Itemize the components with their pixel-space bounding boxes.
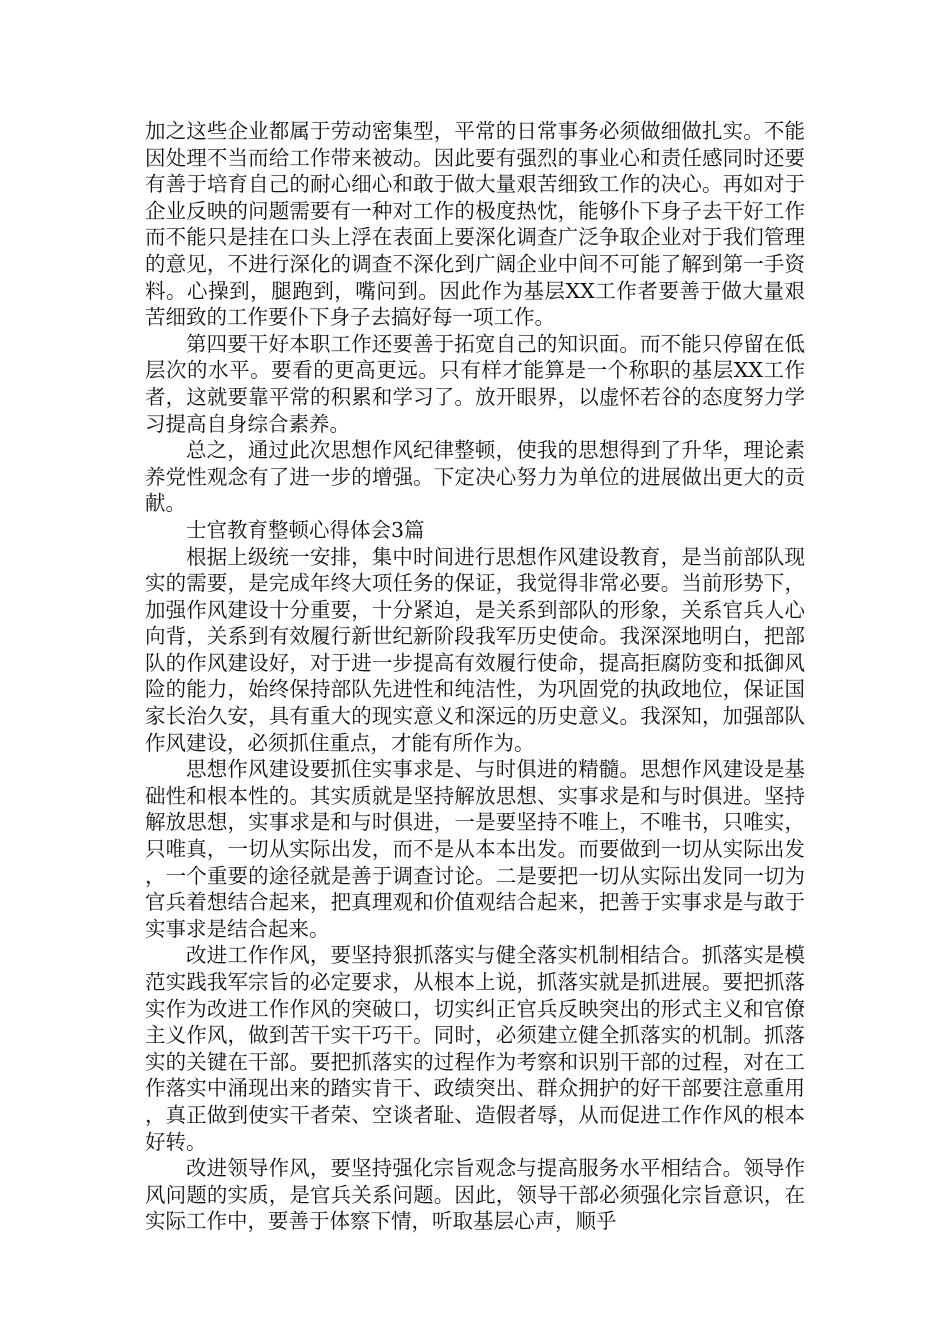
section-title: 士官教育整顿心得体会3篇 [186, 517, 425, 542]
paragraph-work-style: 改进工作作风，要坚持狠抓落实与健全落实机制相结合。抓落实是模范实践我军宗旨的必定要求，从根本上说，抓落实就是抓进展。要把抓落实作为改进工作作风的突破口，切实纠正官兵反映突出的形式主义和官僚主义作风，做到苦干实干巧干。同时，必须建立健全抓落实的机制。抓落实的关键在干部。要把抓落实的过程作为考察和识别干部的过程，对在工作落实中涌现出来的踏实肯干、政绩突出、群众拥护的好干部要注意重用，真正做到使实干者荣、空谈者耻、造假者辱，从而促进工作作风的根本好转。 [145, 943, 805, 1154]
paragraph-background: 根据上级统一安排，集中时间进行思想作风建设教育，是当前部队现实的需要，是完成年终大项任务的保证，我觉得非常必要。当前形势下，加强作风建设十分重要，十分紧迫，是关系到部队的形象，关系官兵人心向背，关系到有效履行新世纪新阶段我军历史使命。我深深地明白，把部队的作风建设好，对于进一步提高有效履行使命，提高拒腐防变和抵御风险的能力，始终保持部队先进性和纯洁性，为巩固党的执政地位，保证国家长治久安，具有重大的现实意义和深远的历史意义。我深知，加强部队作风建设，必须抓住重点，才能有所作为。 [145, 544, 805, 755]
paragraph-leadership-style: 改进领导作风，要坚持强化宗旨观念与提高服务水平相结合。领导作风问题的实质，是官兵关系问题。因此，领导干部必须强化宗旨意识，在实际工作中，要善于体察下情，听取基层心声，顺乎 [145, 1156, 805, 1234]
document-page [145, 118, 805, 1235]
paragraph-summary: 总之，通过此次思想作风纪律整顿，使我的思想得到了升华，理论素养党性观念有了进一步的增强。下定决心努力为单位的进展做出更大的贡献。 [145, 438, 805, 516]
paragraph-intro-continuation: 加之这些企业都属于劳动密集型，平常的日常事务必须做细做扎实。不能因处理不当而给工作带来被动。因此要有强烈的事业心和责任感同时还要有善于培育自己的耐心细心和敢于做大量艰苦细致工作的决心。再如对于企业反映的问题需要有一种对工作的极度热忱，能够仆下身子去干好工作而不能只是挂在口头上浮在表面上要深化调查广泛争取企业对于我们管理的意见，不进行深化的调查不深化到广阔企业中间不可能了解到第一手资料。心操到，腿跑到，嘴问到。因此作为基层XX工作者要善于做大量艰苦细致的工作要仆下身子去搞好每一项工作。 [145, 119, 805, 330]
paragraph-fourth-point: 第四要干好本职工作还要善于拓宽自己的知识面。而不能只停留在低层次的水平。要看的更高更远。只有样才能算是一个称职的基层XX工作者，这就要靠平常的积累和学习了。放开眼界，以虚怀若谷的态度努力学习提高自身综合素养。 [145, 331, 805, 436]
paragraph-thought-style: 思想作风建设要抓住实事求是、与时俱进的精髓。思想作风建设是基础性和根本性的。其实质就是坚持解放思想、实事求是和与时俱进。坚持解放思想，实事求是和与时俱进，一是要坚持不唯上，不唯书，只唯实，只唯真，一切从实际出发，而不是从本本出发。而要做到一切从实际出发，一个重要的途径就是善于调查讨论。二是要把一切从实际出发同一切为官兵着想结合起来，把真理观和价值观结合起来，把善于实事求是与敢于实事求是结合起来。 [145, 757, 805, 941]
